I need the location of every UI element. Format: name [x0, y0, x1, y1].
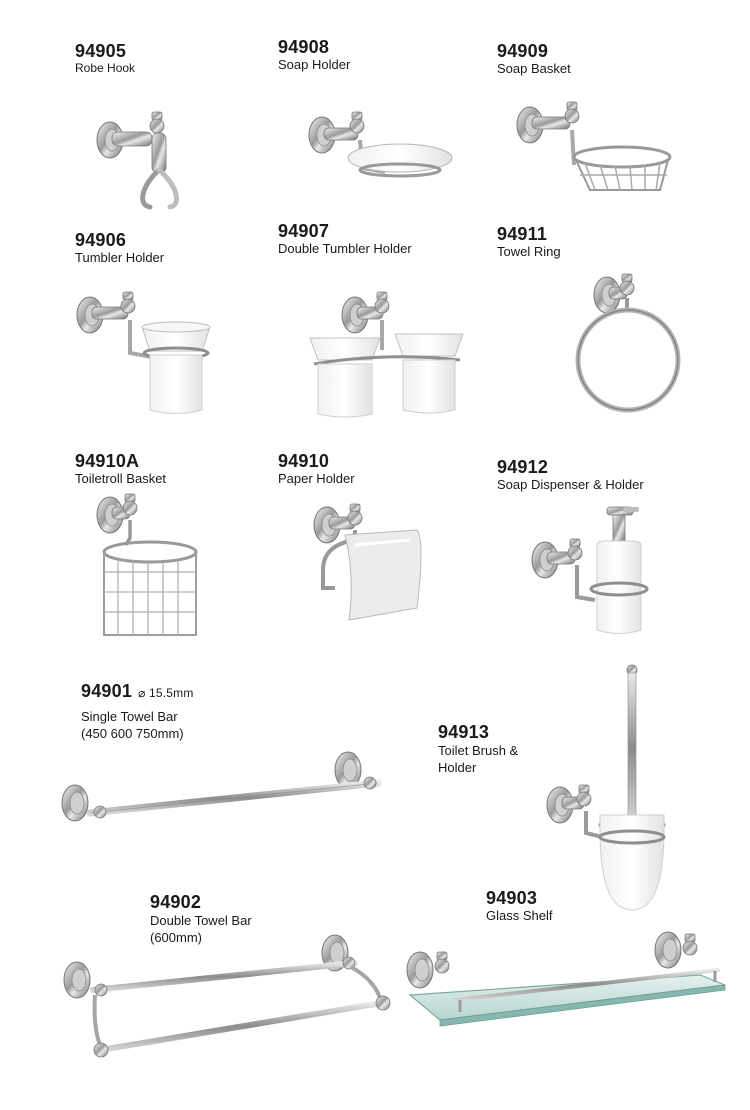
- product-name-line-1: Toilet Brush &: [438, 743, 519, 758]
- product-code: 94901: [81, 681, 133, 701]
- product-code: 94910: [278, 451, 330, 471]
- product-code: 94902: [150, 892, 202, 912]
- product-code: 94911: [497, 224, 548, 244]
- product-code: 94903: [486, 888, 538, 908]
- product-94910A: [75, 452, 166, 486]
- product-94901: [81, 682, 194, 742]
- soap-basket-image: [510, 95, 675, 205]
- product-94905: [75, 42, 135, 76]
- product-94911: [497, 225, 561, 259]
- single-towel-bar-image: [60, 755, 395, 830]
- product-code: 94910A: [75, 451, 140, 471]
- product-name-line-1: Single Towel Bar: [81, 709, 178, 724]
- product-name: Soap Holder: [278, 57, 351, 72]
- product-94903: [486, 889, 552, 923]
- product-code: 94912: [497, 457, 549, 477]
- product-name: Robe Hook: [75, 61, 136, 75]
- product-name-line-2: Holder: [438, 760, 477, 775]
- product-name: Tumbler Holder: [75, 250, 165, 265]
- towel-ring-image: [572, 270, 692, 420]
- toilet-brush-holder-image: [540, 665, 680, 915]
- product-name: Toiletroll Basket: [75, 471, 167, 486]
- product-code: 94908: [278, 37, 330, 57]
- product-name-line-2: (600mm): [150, 930, 203, 945]
- product-name: Soap Dispenser & Holder: [497, 477, 644, 492]
- product-code: 94905: [75, 41, 127, 61]
- product-94908: [278, 38, 350, 72]
- diameter-note: ⌀ 15.5mm: [138, 686, 194, 700]
- product-code: 94913: [438, 722, 490, 742]
- product-94906: [75, 231, 164, 265]
- product-94909: [497, 42, 571, 76]
- product-94910: [278, 452, 355, 486]
- product-94912: [497, 458, 644, 492]
- product-name: Glass Shelf: [486, 908, 553, 923]
- product-name: Double Tumbler Holder: [278, 241, 412, 256]
- product-code: 94907: [278, 221, 330, 241]
- product-name: Towel Ring: [497, 244, 561, 259]
- robe-hook-image: [82, 95, 217, 220]
- tumbler-holder-image: [70, 285, 225, 420]
- paper-holder-image: [305, 500, 435, 630]
- product-code: 94909: [497, 41, 549, 61]
- soap-holder-image: [300, 100, 455, 190]
- product-94907: [278, 222, 412, 256]
- product-94913: [438, 723, 518, 776]
- glass-shelf-image: [400, 930, 735, 1035]
- product-name: Soap Basket: [497, 61, 571, 76]
- product-name-line-1: Double Towel Bar: [150, 913, 252, 928]
- soap-dispenser-image: [525, 505, 655, 640]
- product-name-line-2: (450 600 750mm): [81, 726, 184, 741]
- product-code: 94906: [75, 230, 127, 250]
- double-tumbler-holder-image: [300, 290, 475, 430]
- product-code-row: [81, 682, 194, 703]
- double-towel-bar-image: [55, 935, 395, 1065]
- product-name: Paper Holder: [278, 471, 355, 486]
- toiletroll-basket-image: [88, 490, 208, 650]
